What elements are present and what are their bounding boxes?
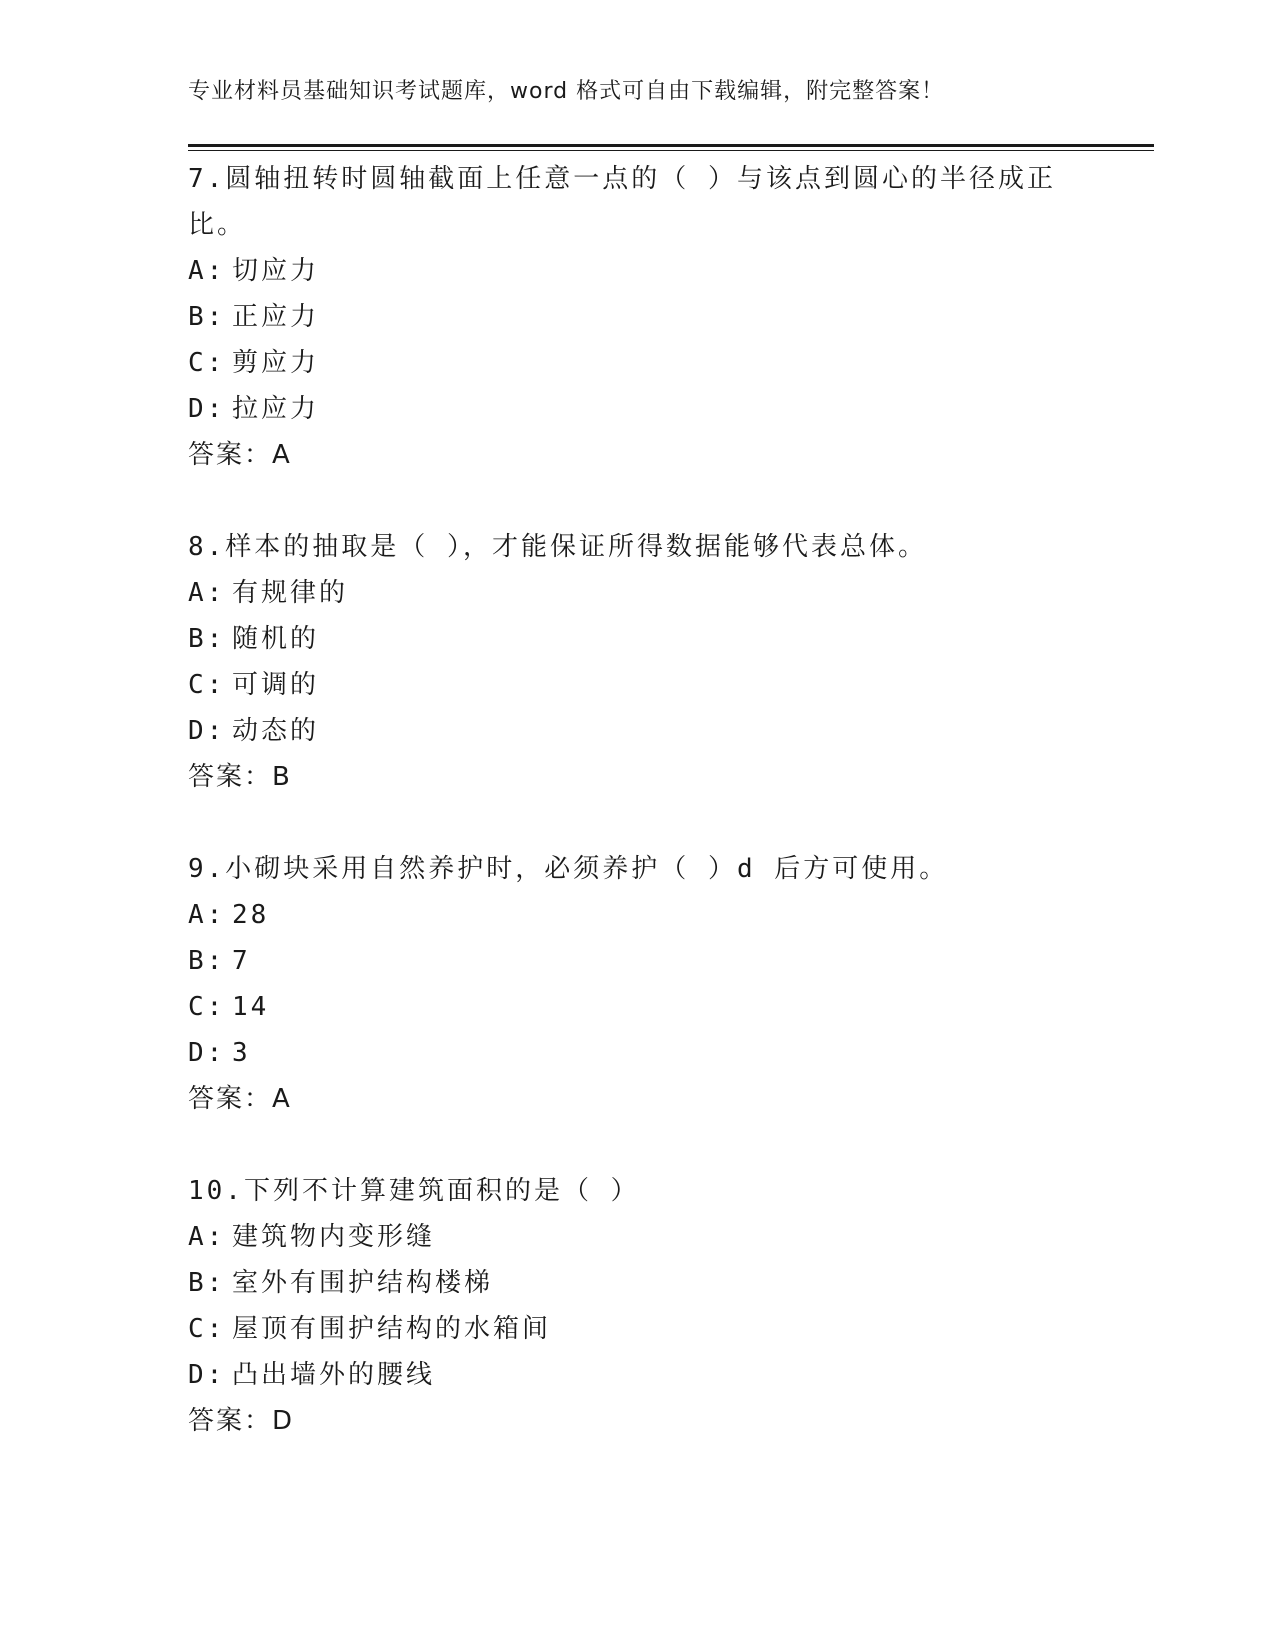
- header-rule-thick: [188, 144, 1154, 147]
- option-text: 屋顶有围护结构的水箱间: [232, 1314, 552, 1344]
- option-d: [188, 1352, 1088, 1398]
- option-letter: D:: [188, 716, 226, 746]
- option-text: 建筑物内变形缝: [232, 1222, 436, 1252]
- question-7: [188, 156, 1088, 478]
- page-header-title: 专业材料员基础知识考试题库，word 格式可自由下载编辑，附完整答案！: [188, 79, 945, 104]
- question-list: [188, 156, 1088, 1490]
- option-letter: A:: [188, 578, 226, 608]
- option-b: [188, 938, 1088, 984]
- option-letter: D:: [188, 1360, 226, 1390]
- question-9: [188, 846, 1088, 1122]
- question-stem: 9.小砌块采用自然养护时，必须养护（ ）d 后方可使用。: [188, 854, 949, 884]
- option-letter: C:: [188, 1314, 226, 1344]
- option-text: 切应力: [232, 256, 320, 286]
- option-a: [188, 570, 1088, 616]
- option-a: [188, 248, 1088, 294]
- option-d: [188, 386, 1088, 432]
- option-c: [188, 1306, 1088, 1352]
- option-c: [188, 984, 1088, 1030]
- option-a: [188, 1214, 1088, 1260]
- option-c: [188, 340, 1088, 386]
- option-text: 3: [232, 1038, 251, 1068]
- option-text: 随机的: [232, 624, 320, 654]
- question-stem: 8.样本的抽取是（ ），才能保证所得数据能够代表总体。: [188, 532, 927, 562]
- option-text: 剪应力: [232, 348, 320, 378]
- option-letter: D:: [188, 1038, 226, 1068]
- option-text: 正应力: [232, 302, 320, 332]
- question-10: [188, 1168, 1088, 1444]
- option-b: [188, 1260, 1088, 1306]
- answer-line: 答案：B: [188, 762, 292, 792]
- option-letter: C:: [188, 348, 226, 378]
- option-text: 14: [232, 992, 270, 1022]
- option-text: 28: [232, 900, 270, 930]
- answer-line: 答案：D: [188, 1406, 295, 1436]
- option-b: [188, 616, 1088, 662]
- option-text: 拉应力: [232, 394, 320, 424]
- option-b: [188, 294, 1088, 340]
- option-letter: B:: [188, 302, 226, 332]
- question-8: [188, 524, 1088, 800]
- option-letter: C:: [188, 992, 226, 1022]
- option-c: [188, 662, 1088, 708]
- question-stem: 7.圆轴扭转时圆轴截面上任意一点的（ ）与该点到圆心的半径成正比。: [188, 164, 1056, 240]
- option-text: 有规律的: [232, 578, 349, 608]
- option-a: [188, 892, 1088, 938]
- option-text: 可调的: [232, 670, 320, 700]
- answer-line: 答案：A: [188, 440, 292, 470]
- option-letter: B:: [188, 1268, 226, 1298]
- option-d: [188, 708, 1088, 754]
- option-text: 7: [232, 946, 251, 976]
- option-d: [188, 1030, 1088, 1076]
- option-text: 凸出墙外的腰线: [232, 1360, 436, 1390]
- question-stem: 10.下列不计算建筑面积的是（ ）: [188, 1176, 640, 1206]
- header-rule-thin: [188, 150, 1154, 151]
- option-letter: A:: [188, 1222, 226, 1252]
- answer-line: 答案：A: [188, 1084, 292, 1114]
- option-letter: A:: [188, 900, 226, 930]
- option-letter: B:: [188, 624, 226, 654]
- option-text: 动态的: [232, 716, 320, 746]
- option-letter: D:: [188, 394, 226, 424]
- option-letter: A:: [188, 256, 226, 286]
- option-letter: B:: [188, 946, 226, 976]
- option-letter: C:: [188, 670, 226, 700]
- option-text: 室外有围护结构楼梯: [232, 1268, 494, 1298]
